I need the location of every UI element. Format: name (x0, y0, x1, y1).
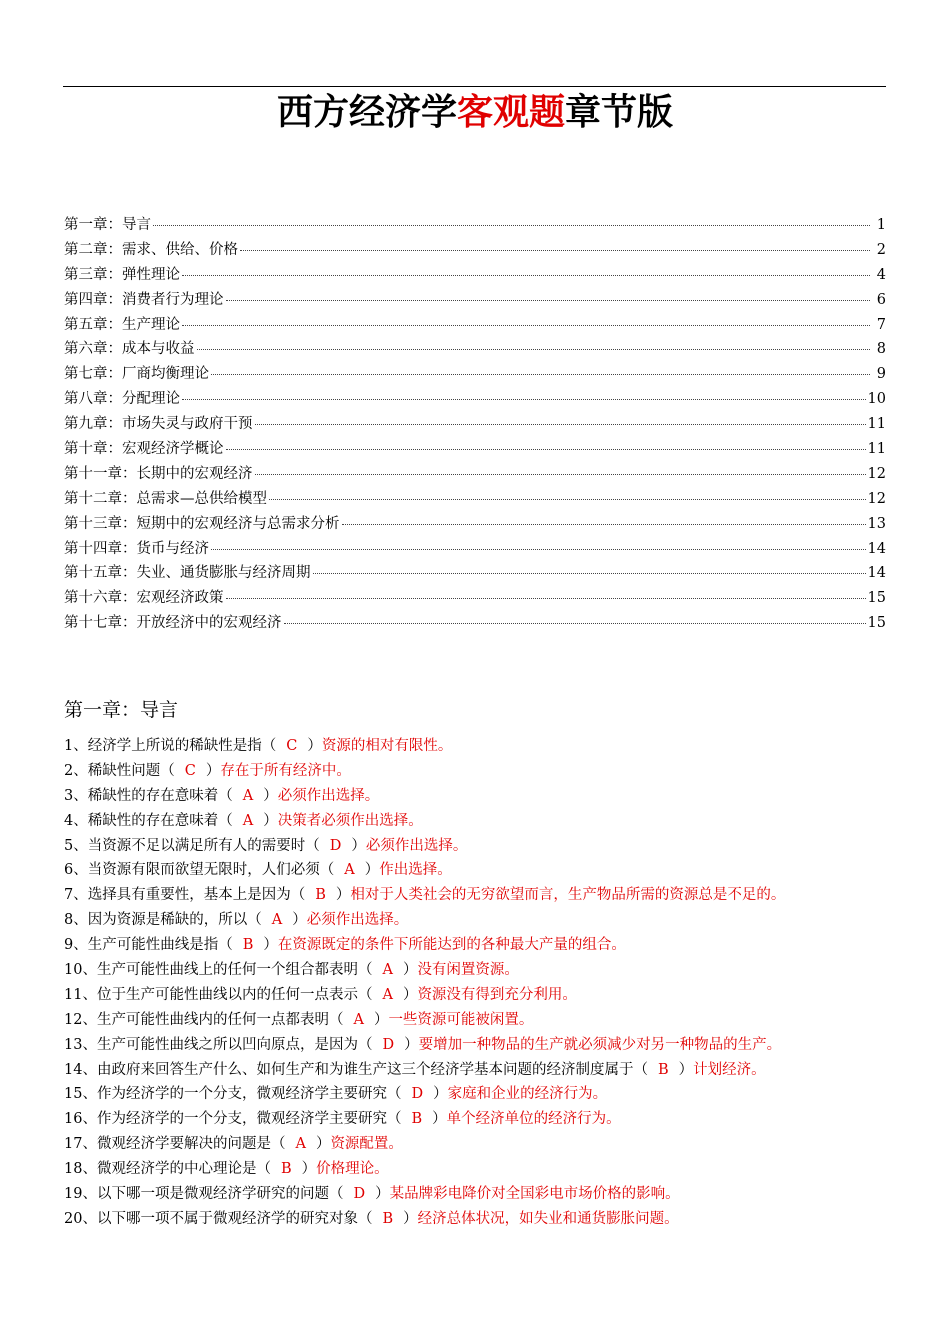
toc-leader-dots (197, 349, 871, 350)
question-answer: A (382, 986, 393, 1003)
toc-entry-page: 10 (867, 391, 886, 408)
question-stem: 13、生产可能性曲线之所以凹向原点，是因为（ (64, 1036, 373, 1053)
question-close-paren: ） (432, 1111, 447, 1128)
question-close-paren: ） (364, 862, 380, 879)
toc-entry-page: 9 (876, 366, 886, 383)
question-answer: C (286, 738, 298, 754)
question-answer: D (329, 837, 342, 854)
title-part-3: 章节版 (565, 92, 674, 133)
question-explanation: 某品牌彩电降价对全国彩电市场价格的影响。 (389, 1186, 680, 1203)
toc-leader-dots (182, 325, 870, 326)
question-close-paren: ） (402, 986, 418, 1003)
question-answer: B (657, 1061, 669, 1078)
toc-leader-dots (153, 225, 870, 226)
toc-entry-label: 第十章：宏观经济学概论 (64, 441, 224, 458)
toc-leader-dots (269, 499, 866, 500)
question-close-paren: ） (263, 812, 278, 829)
toc-entry-page: 15 (867, 590, 886, 607)
question-answer: A (242, 787, 254, 804)
question-explanation: 在资源既定的条件下所能达到的各种最大产量的组合。 (277, 937, 626, 954)
table-of-contents (64, 213, 886, 636)
question-stem: 16、作为经济学的一个分支，微观经济学主要研究（ (64, 1111, 402, 1128)
toc-entry-label: 第九章：市场失灵与政府干预 (64, 416, 253, 433)
page-title (0, 90, 950, 136)
toc-entry[interactable] (64, 238, 886, 263)
question-item (64, 984, 894, 1009)
question-stem: 17、微观经济学要解决的问题是（ (64, 1136, 286, 1153)
question-item (64, 810, 894, 835)
toc-entry-label: 第十三章：短期中的宏观经济与总需求分析 (64, 515, 340, 532)
toc-leader-dots (182, 399, 866, 400)
toc-leader-dots (284, 623, 866, 624)
question-close-paren: ） (205, 762, 221, 779)
title-part-2-highlight: 客观题 (456, 92, 565, 133)
question-explanation: 资源配置。 (330, 1136, 403, 1153)
question-stem: 5、当资源不足以满足所有人的需要时（ (64, 837, 320, 854)
question-close-paren: ） (351, 837, 366, 854)
question-stem: 1、经济学上所说的稀缺性是指（ (64, 738, 277, 754)
question-item (64, 909, 894, 934)
question-close-paren: ） (292, 912, 307, 929)
question-explanation: 计划经济。 (693, 1061, 766, 1078)
toc-leader-dots (226, 449, 866, 450)
toc-entry-label: 第八章：分配理论 (64, 391, 180, 408)
toc-entry[interactable] (64, 288, 886, 313)
toc-leader-dots (313, 573, 866, 574)
question-answer: A (242, 812, 254, 829)
question-answer: A (344, 862, 355, 879)
question-item (64, 1009, 894, 1034)
toc-leader-dots (342, 524, 866, 525)
question-item (64, 959, 894, 984)
toc-entry[interactable] (64, 537, 886, 562)
toc-entry[interactable] (64, 561, 886, 586)
toc-entry[interactable] (64, 263, 886, 288)
question-answer: D (353, 1186, 366, 1203)
toc-entry-page: 15 (867, 615, 886, 632)
toc-entry[interactable] (64, 487, 886, 512)
toc-leader-dots (211, 374, 870, 375)
question-explanation: 没有闲置资源。 (417, 962, 519, 979)
toc-leader-dots (226, 300, 871, 301)
question-stem: 4、稀缺性的存在意味着（ (64, 812, 233, 829)
question-item (64, 1183, 894, 1208)
question-item (64, 1208, 894, 1233)
toc-entry[interactable] (64, 213, 886, 238)
question-explanation: 必须作出选择。 (277, 787, 380, 804)
question-explanation: 存在于所有经济中。 (220, 762, 351, 779)
toc-entry-label: 第十四章：货币与经济 (64, 540, 209, 557)
question-answer: B (382, 1210, 394, 1227)
question-stem: 14、由政府来回答生产什么、如何生产和为谁生产这三个经济学基本问题的经济制度属于（ (64, 1061, 648, 1078)
question-explanation: 决策者必须作出选择。 (277, 812, 423, 829)
toc-entry-label: 第一章：导言 (64, 217, 151, 233)
question-explanation: 家庭和企业的经济行为。 (447, 1086, 608, 1103)
question-item (64, 1133, 894, 1158)
question-answer: A (271, 912, 283, 929)
question-stem: 15、作为经济学的一个分支，微观经济学主要研究（ (64, 1086, 402, 1103)
question-item (64, 934, 894, 959)
toc-entry[interactable] (64, 512, 886, 537)
question-answer: D (382, 1036, 395, 1053)
toc-leader-dots (182, 275, 870, 276)
question-item (64, 1034, 894, 1059)
toc-entry-page: 4 (876, 266, 886, 283)
question-explanation: 一些资源可能被闲置。 (388, 1011, 534, 1028)
toc-entry-page: 13 (867, 515, 886, 532)
question-stem: 20、以下哪一项不属于微观经济学的研究对象（ (64, 1210, 373, 1227)
toc-leader-dots (255, 474, 866, 475)
toc-entry-label: 第六章：成本与收益 (64, 341, 195, 358)
toc-entry-page: 12 (867, 490, 886, 507)
toc-entry-label: 第十五章：失业、通货膨胀与经济周期 (64, 565, 311, 582)
toc-entry-label: 第十七章：开放经济中的宏观经济 (64, 615, 282, 632)
toc-entry-label: 第三章：弹性理论 (64, 266, 180, 283)
question-stem: 9、生产可能性曲线是指（ (64, 937, 233, 954)
question-item (64, 785, 894, 810)
question-answer: A (295, 1136, 306, 1153)
toc-entry[interactable] (64, 412, 886, 437)
question-close-paren: ） (404, 1036, 419, 1053)
question-explanation: 价格理论。 (316, 1161, 389, 1178)
toc-leader-dots (226, 598, 866, 599)
header-rule (63, 86, 886, 87)
toc-entry-page: 14 (867, 565, 886, 582)
question-stem: 12、生产可能性曲线内的任何一点都表明（ (64, 1011, 344, 1028)
question-answer: B (411, 1111, 423, 1128)
question-stem: 7、选择具有重要性，基本上是因为（ (64, 887, 306, 904)
question-item (64, 859, 894, 884)
question-answer: C (184, 762, 196, 779)
chapter-heading: 第一章：导言 (64, 699, 179, 721)
question-explanation: 资源的相对有限性。 (321, 738, 453, 754)
question-close-paren: ） (402, 962, 418, 979)
question-answer: B (242, 937, 254, 954)
toc-entry[interactable] (64, 313, 886, 338)
question-answer: B (315, 887, 326, 904)
question-stem: 6、当资源有限而欲望无限时，人们必须（ (64, 862, 335, 879)
toc-entry-page: 7 (876, 316, 886, 333)
toc-entry[interactable] (64, 387, 886, 412)
question-stem: 11、位于生产可能性曲线以内的任何一点表示（ (64, 986, 373, 1003)
question-item (64, 1158, 894, 1183)
toc-entry-page: 8 (876, 341, 886, 358)
toc-entry-label: 第十一章：长期中的宏观经济 (64, 465, 253, 482)
question-stem: 3、稀缺性的存在意味着（ (64, 787, 233, 804)
toc-entry-page: 6 (876, 291, 886, 308)
question-list (64, 735, 894, 1233)
question-stem: 8、因为资源是稀缺的，所以（ (64, 912, 262, 929)
toc-entry-label: 第十二章：总需求—总供给模型 (64, 490, 267, 507)
question-item (64, 1108, 894, 1133)
toc-entry-label: 第二章：需求、供给、价格 (64, 241, 238, 258)
question-close-paren: ） (373, 1011, 389, 1028)
title-part-1: 西方经济学 (276, 92, 457, 133)
toc-entry[interactable] (64, 611, 886, 636)
question-explanation: 必须作出选择。 (306, 912, 409, 929)
question-item (64, 735, 894, 760)
question-item (64, 884, 894, 909)
question-close-paren: ） (307, 738, 322, 754)
question-stem: 2、稀缺性问题（ (64, 762, 175, 779)
question-close-paren: ） (403, 1210, 418, 1227)
question-item (64, 835, 894, 860)
toc-leader-dots (211, 549, 866, 550)
question-explanation: 资源没有得到充分利用。 (417, 986, 577, 1003)
question-close-paren: ） (263, 787, 278, 804)
toc-entry-page: 11 (867, 416, 886, 433)
question-item (64, 1083, 894, 1108)
toc-entry-page: 2 (876, 241, 886, 258)
toc-entry[interactable] (64, 586, 886, 611)
question-explanation: 相对于人类社会的无穷欲望而言，生产物品所需的资源总是不足的。 (350, 887, 786, 904)
toc-entry-label: 第七章：厂商均衡理论 (64, 366, 209, 383)
toc-entry[interactable] (64, 437, 886, 462)
toc-entry-label: 第十六章：宏观经济政策 (64, 590, 224, 607)
question-answer: B (280, 1161, 292, 1178)
toc-entry-page: 14 (867, 540, 886, 557)
question-close-paren: ） (678, 1061, 694, 1078)
question-item (64, 1059, 894, 1084)
toc-entry-page: 11 (867, 441, 886, 458)
question-close-paren: ） (263, 937, 278, 954)
question-explanation: 单个经济单位的经济行为。 (446, 1111, 621, 1128)
question-close-paren: ） (375, 1186, 390, 1203)
question-stem: 10、生产可能性曲线上的任何一个组合都表明（ (64, 962, 373, 979)
question-answer: A (353, 1011, 364, 1028)
question-answer: D (411, 1086, 424, 1103)
toc-entry[interactable] (64, 362, 886, 387)
toc-leader-dots (255, 424, 866, 425)
question-explanation: 要增加一种物品的生产就必须减少对另一种物品的生产。 (418, 1036, 782, 1053)
toc-entry[interactable] (64, 337, 886, 362)
question-close-paren: ） (433, 1086, 448, 1103)
toc-entry-page: 1 (876, 217, 886, 233)
question-explanation: 经济总体状况，如失业和通货膨胀问题。 (417, 1210, 679, 1227)
question-answer: A (382, 962, 393, 979)
question-stem: 18、微观经济学的中心理论是（ (64, 1161, 271, 1178)
toc-entry[interactable] (64, 462, 886, 487)
question-close-paren: ） (301, 1161, 317, 1178)
question-explanation: 必须作出选择。 (365, 837, 468, 854)
toc-leader-dots (240, 250, 870, 251)
toc-entry-page: 12 (867, 465, 886, 482)
toc-entry-label: 第五章：生产理论 (64, 316, 180, 333)
question-item (64, 760, 894, 785)
question-stem: 19、以下哪一项是微观经济学研究的问题（ (64, 1186, 344, 1203)
question-close-paren: ） (335, 887, 351, 904)
question-explanation: 作出选择。 (379, 862, 452, 879)
toc-entry-label: 第四章：消费者行为理论 (64, 291, 224, 308)
question-close-paren: ） (315, 1136, 331, 1153)
